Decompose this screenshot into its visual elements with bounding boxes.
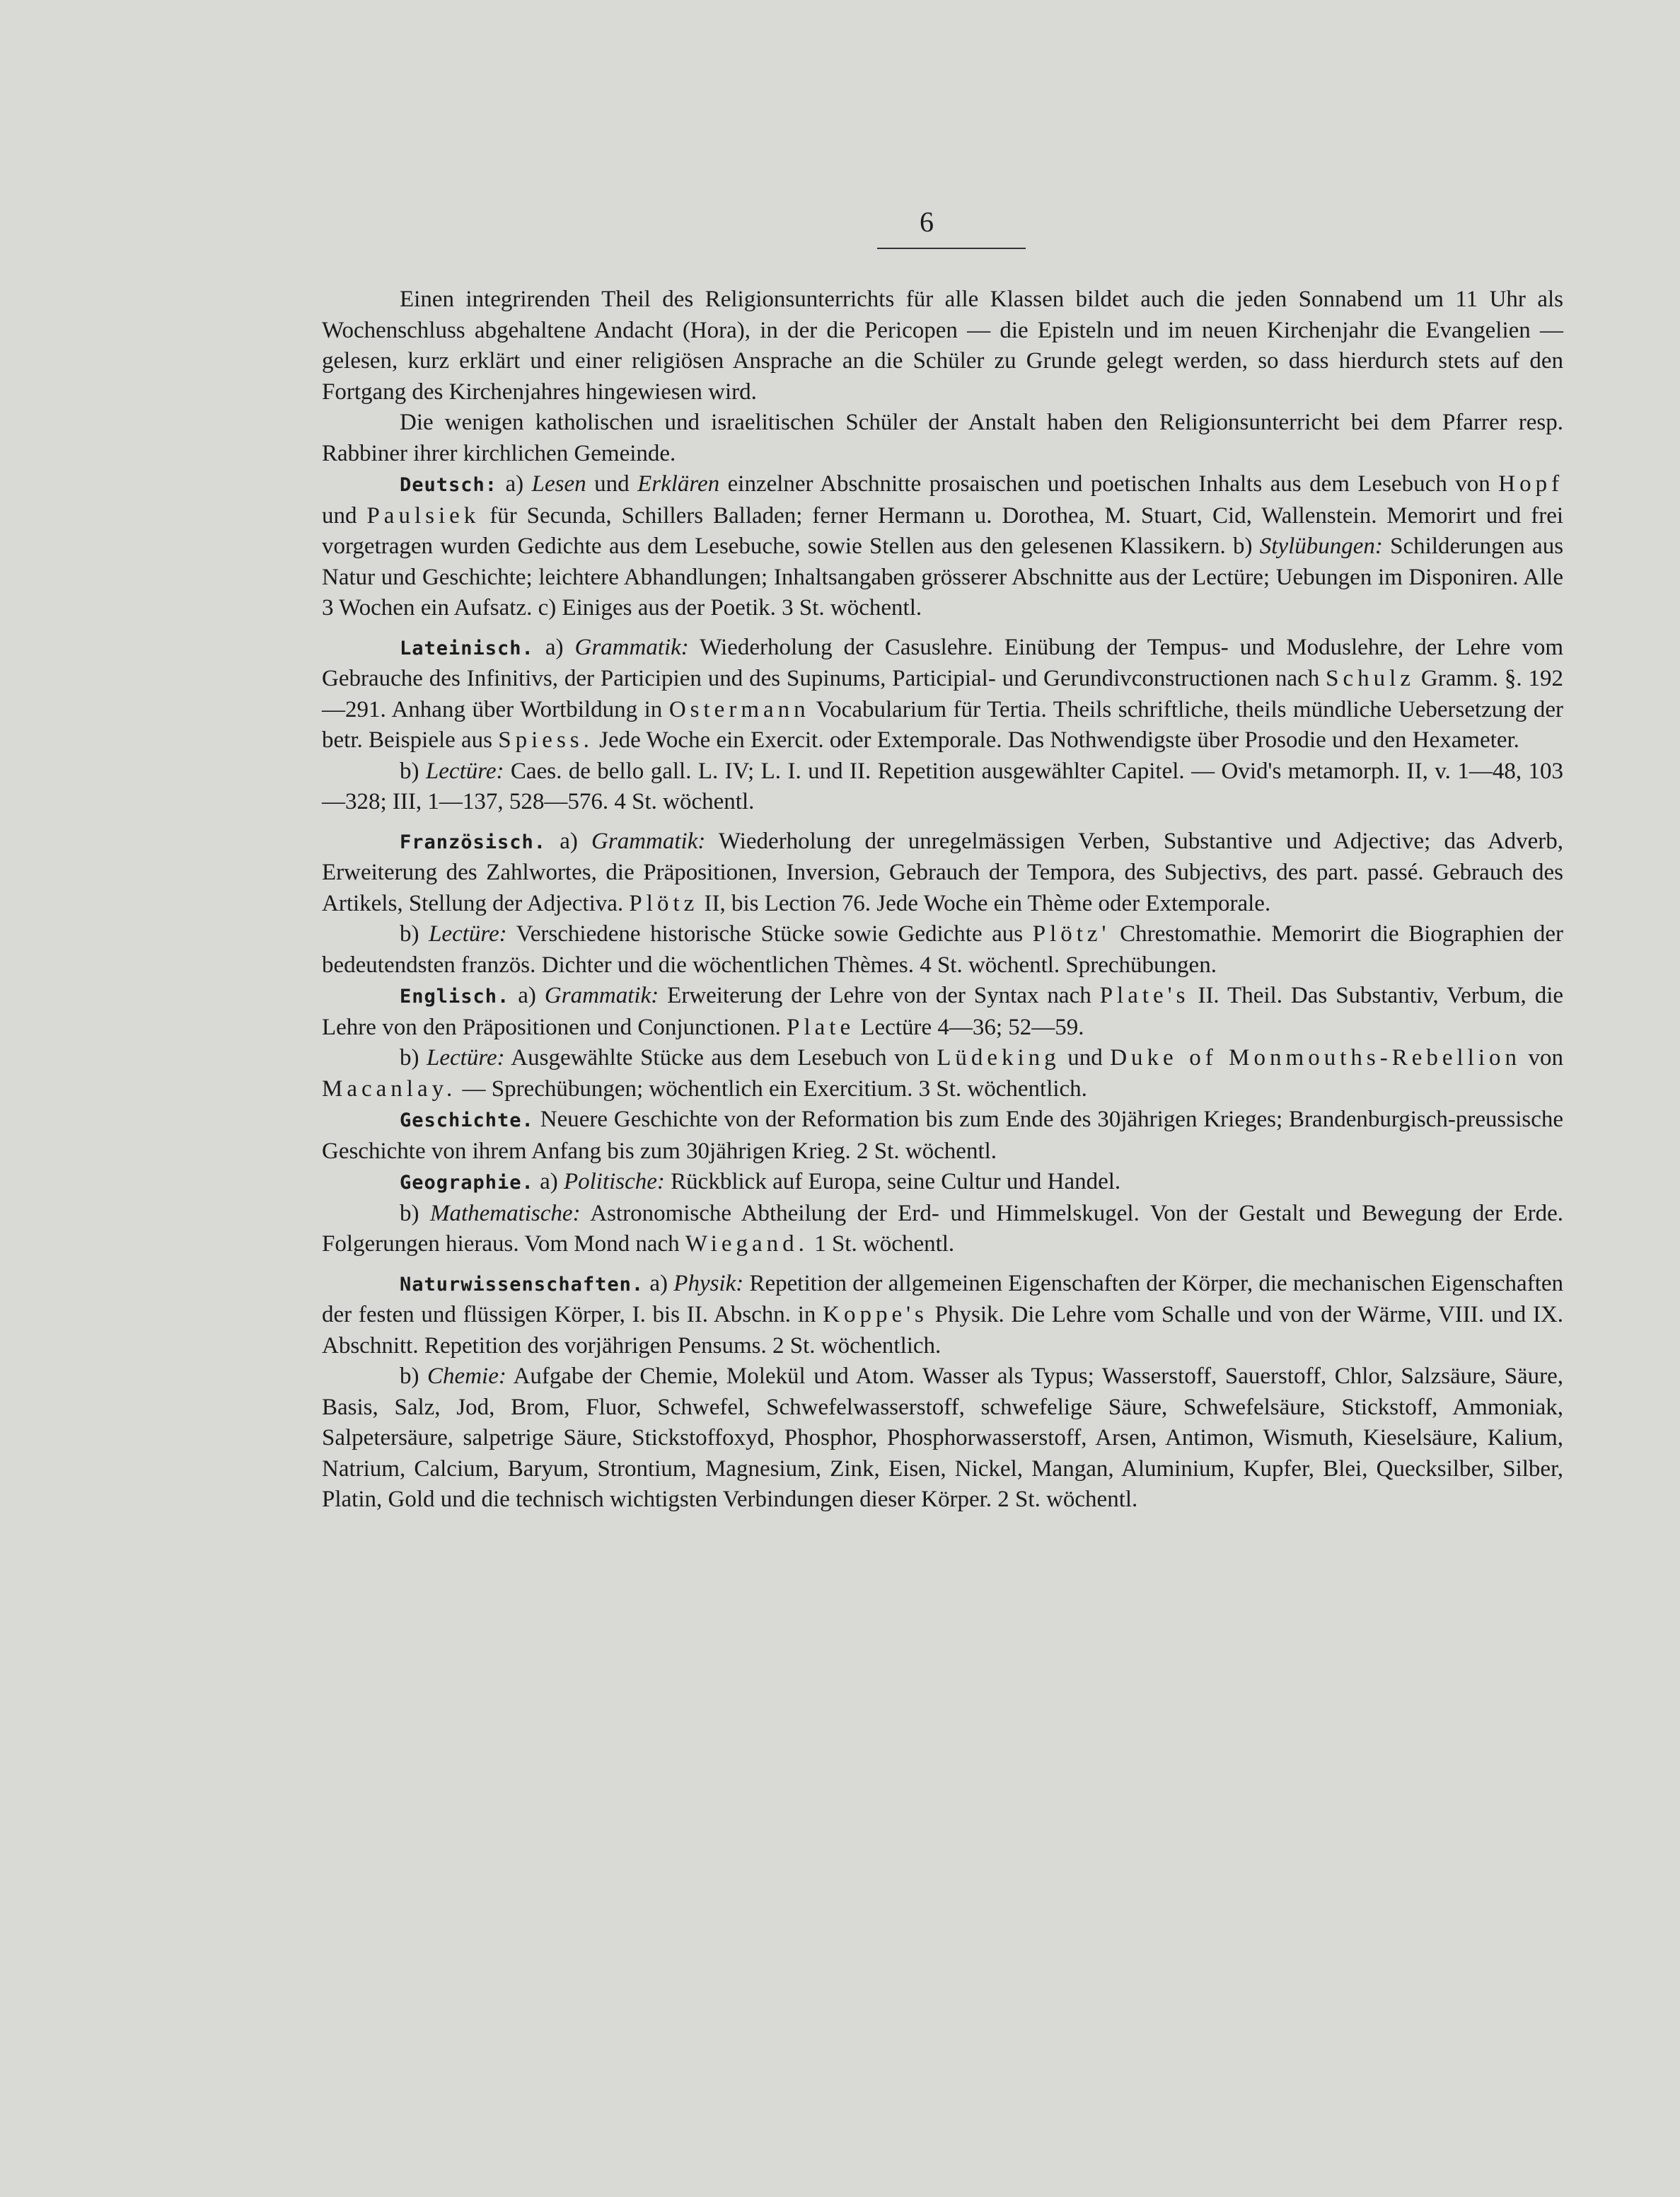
englisch-text-1: Erweiterung der Lehre von der Syntax nach: [667, 983, 1091, 1008]
geographie-a: a): [540, 1169, 558, 1194]
englisch-plates: Plate's: [1099, 983, 1190, 1008]
natur-text-2: Physik. Die Lehre vom Schalle und von der Wärme, VIII. und IX. Abschnitt. Repetition des vorjährigen Pensums. 2 St. wöchentlich.: [322, 1302, 1564, 1359]
deutsch-paragraph: [322, 469, 1563, 624]
latein-b: b): [400, 758, 419, 784]
geographie-paragraph-a: [322, 1167, 1563, 1199]
geographie-b: b): [400, 1200, 419, 1226]
franz-text-3: Verschiedene historische Stücke sowie Gedichte aus: [516, 921, 1024, 947]
englisch-a: a): [518, 983, 536, 1008]
deutsch-text-1: einzelner Abschnitte prosaischen und poetischen Inhalts aus dem Lesebuch von: [727, 471, 1490, 497]
natur-paragraph-b: [322, 1361, 1563, 1516]
latein-text-5: Caes. de bello gall. L. IV; L. I. und II. Repetition ausgewählter Capitel. — Ovid's metamorph. II, v. 1—48, 103—328; III, 1—137, 528—576. 4 St. wöchentl.: [322, 758, 1564, 814]
englisch-macanlay: Macanlay.: [322, 1076, 457, 1102]
natur-text-1: Repetition der allgemeinen Eigenschaften der Körper, die mechanischen Eigenschaften der festen und flüssigen Körper, I. bis II. Abschn. in: [322, 1270, 1564, 1327]
natur-physik: Physik:: [673, 1270, 744, 1296]
deutsch-und: und: [594, 471, 630, 497]
geographie-text-1: Rückblick auf Europa, seine Cultur und Handel.: [671, 1169, 1121, 1194]
latein-a: a): [545, 634, 564, 660]
latein-lectuere: Lectüre:: [425, 758, 504, 784]
latein-ostermann: Ostermann: [668, 696, 810, 722]
franz-lectuere: Lectüre:: [429, 921, 507, 947]
deutsch-lesen: Lesen: [531, 471, 586, 497]
franz-text-4: Chrestomathie. Memorirt die Biographien der bedeutendsten französ. Dichter und die wöchentlichen Thèmes. 4 St. wöchentl. Sprechübungen.: [322, 921, 1564, 978]
deutsch-hopf: Hopf: [1498, 471, 1564, 497]
geographie-politische: Politische:: [563, 1169, 665, 1194]
deutsch-und-2: und: [322, 502, 357, 529]
geographie-text-3: 1 St. wöchentl.: [814, 1231, 955, 1257]
deutsch-erklaeren: Erklären: [637, 471, 720, 497]
franz-heading: Französisch.: [400, 831, 547, 853]
englisch-grammatik: Grammatik:: [544, 983, 659, 1008]
natur-koppe: Koppe's: [823, 1302, 928, 1327]
page-number-rule: [877, 248, 1026, 249]
geographie-text-2: Astronomische Abtheilung der Erd- und Himmelskugel. Von der Gestalt und Bewegung der Erde. Folgerungen hieraus. Vom Mond nach: [322, 1200, 1563, 1257]
franz-ploetz: Plötz: [629, 890, 699, 916]
franz-a: a): [560, 828, 578, 854]
franz-text-1: Wiederholung der unregelmässigen Verben, Substantive und Adjective; das Adverb, Erweiterung des Zahlwortes, die Präpositionen, Inversion, Gebrauch der Tempora, des Subjectivs, des part. passé. Gebrauch des Artikels, Stellung der Adjectiva.: [322, 828, 1564, 916]
natur-heading: Naturwissenschaften.: [400, 1273, 644, 1296]
natur-b: b): [400, 1363, 419, 1389]
geographie-mathematische: Mathematische:: [429, 1200, 581, 1226]
latein-schulz: Schulz: [1326, 666, 1415, 691]
franz-b: b): [400, 921, 419, 947]
englisch-text-4: Ausgewählte Stücke aus dem Lesebuch von: [511, 1045, 929, 1071]
deutsch-heading: Deutsch:: [400, 474, 498, 496]
geschichte-paragraph: [322, 1105, 1563, 1167]
latein-grammatik: Grammatik:: [574, 634, 689, 660]
natur-chemie: Chemie:: [427, 1363, 506, 1389]
franz-ploetz-2: Plötz': [1032, 921, 1111, 947]
englisch-plate: Plate: [787, 1014, 855, 1040]
franz-paragraph-a: [322, 826, 1563, 920]
englisch-lectuere: Lectüre:: [427, 1045, 505, 1071]
deutsch-paulsiek: Paulsiek: [366, 502, 480, 529]
latein-text-3: Vocabularium für Tertia. Theils schriftliche, theils mündliche Uebersetzung der betr. Beispiele aus: [322, 696, 1563, 753]
natur-paragraph-a: [322, 1269, 1563, 1362]
geschichte-heading: Geschichte.: [400, 1109, 534, 1131]
englisch-text-2: II. Theil. Das Substantiv, Verbum, die Lehre von den Präpositionen und Conjunctionen.: [322, 983, 1564, 1040]
englisch-von: von: [1528, 1045, 1564, 1071]
page-number: 6: [920, 206, 934, 238]
englisch-text-5: — Sprechübungen; wöchentlich ein Exercitium. 3 St. wöchentlich.: [462, 1076, 1087, 1102]
englisch-duke: Duke of Monmouths-Rebellion: [1110, 1045, 1522, 1071]
natur-text-3: Aufgabe der Chemie, Molekül und Atom. Wasser als Typus; Wasserstoff, Sauerstoff, Chlor, Salzsäure, Säure, Basis, Salz, Jod, Brom, Fluor, Schwefel, Schwefelwasserstoff, schwefelige Säure, Schwefelsäure, Stickstoff, Ammoniak, Salpetersäure, salpetrige Säure, Stickstoffoxyd, Phosphor, Phosphorwasserstoff, Arsen, Antimon, Wismuth, Kieselsäure, Kalium, Natrium, Calcium, Baryum, Strontium, Magnesium, Zink, Eisen, Nickel, Mangan, Aluminium, Kupfer, Blei, Quecksilber, Silber, Platin, Gold und die technisch wichtigsten Verbindungen dieser Körper. 2 St. wöchentl.: [322, 1363, 1564, 1512]
deutsch-a: a): [505, 471, 524, 497]
latein-spiess: Spiess.: [498, 727, 593, 753]
latein-paragraph-a: [322, 633, 1563, 756]
natur-a: a): [649, 1270, 668, 1296]
religion-paragraph-1: Einen integrirenden Theil des Religionsunterrichts für alle Klassen bildet auch die jeden Sonnabend um 11 Uhr als Wochenschluss abgehaltene Andacht (Hora), in der die Pericopen — die Episteln und im neuen Kirchenjahr die Evangelien — gelesen, kurz erklärt und einer religiösen Ansprache an die Schüler zu Grunde gelegt werden, so dass hierdurch stets auf den Fortgang des Kirchenjahres hingewiesen wird.: [322, 287, 1563, 405]
geographie-paragraph-b: [322, 1199, 1563, 1260]
englisch-b: b): [400, 1045, 419, 1071]
latein-text-4: Jede Woche ein Exercit. oder Extemporale. Das Nothwendigste über Prosodie und den Hexameter.: [599, 727, 1519, 753]
englisch-text-3: Lectüre 4—36; 52—59.: [860, 1014, 1084, 1040]
englisch-und: und: [1067, 1045, 1103, 1071]
englisch-luedeking: Lüdeking: [937, 1045, 1060, 1071]
latein-text-1: Wiederholung der Casuslehre. Einübung der Tempus- und Moduslehre, der Lehre vom Gebrauche des Infinitivs, der Participien und des Supinums, Participial- und Gerundivconstructionen nach: [322, 634, 1563, 691]
latein-heading: Lateinisch.: [400, 637, 534, 659]
body-text: [322, 284, 1563, 1516]
deutsch-text-2: für Secunda, Schillers Balladen; ferner Hermann u. Dorothea, M. Stuart, Cid, Wallenstein. Memorirt und frei vorgetragen wurden Gedichte aus dem Lesebuche, sowie Stellen aus den gelesenen Klassikern. b): [322, 502, 1564, 559]
franz-grammatik: Grammatik:: [591, 828, 706, 854]
englisch-heading: Englisch.: [400, 986, 510, 1008]
geschichte-text: Neuere Geschichte von der Reformation bis zum Ende des 30jährigen Krieges; Brandenburgisch-preussische Geschichte von ihrem Anfang bis zum 30jährigen Krieg. 2 St. wöchentl.: [322, 1107, 1564, 1164]
geographie-wiegand: Wiegand.: [685, 1231, 809, 1257]
englisch-paragraph-a: [322, 981, 1563, 1043]
religion-paragraph-2: Die wenigen katholischen und israelitischen Schüler der Anstalt haben den Religionsunterricht bei dem Pfarrer resp. Rabbiner ihrer kirchlichen Gemeinde.: [322, 410, 1563, 466]
deutsch-stylubungen: Stylübungen:: [1259, 534, 1383, 559]
franz-text-2: II, bis Lection 76. Jede Woche ein Thème oder Extemporale.: [704, 890, 1271, 916]
latein-paragraph-b: [322, 756, 1563, 818]
franz-paragraph-b: [322, 919, 1563, 981]
latein-text-2: Gramm. §. 192—291. Anhang über Wortbildung in: [322, 666, 1563, 722]
englisch-paragraph-b: [322, 1043, 1563, 1105]
geographie-heading: Geographie.: [400, 1172, 534, 1194]
deutsch-text-3: Schilderungen aus Natur und Geschichte; leichtere Abhandlungen; Inhaltsangaben grösserer Abschnitte aus der Lectüre; Uebungen im Disponiren. Alle 3 Wochen ein Aufsatz. c) Einiges aus der Poetik. 3 St. wöchentl.: [322, 534, 1564, 621]
